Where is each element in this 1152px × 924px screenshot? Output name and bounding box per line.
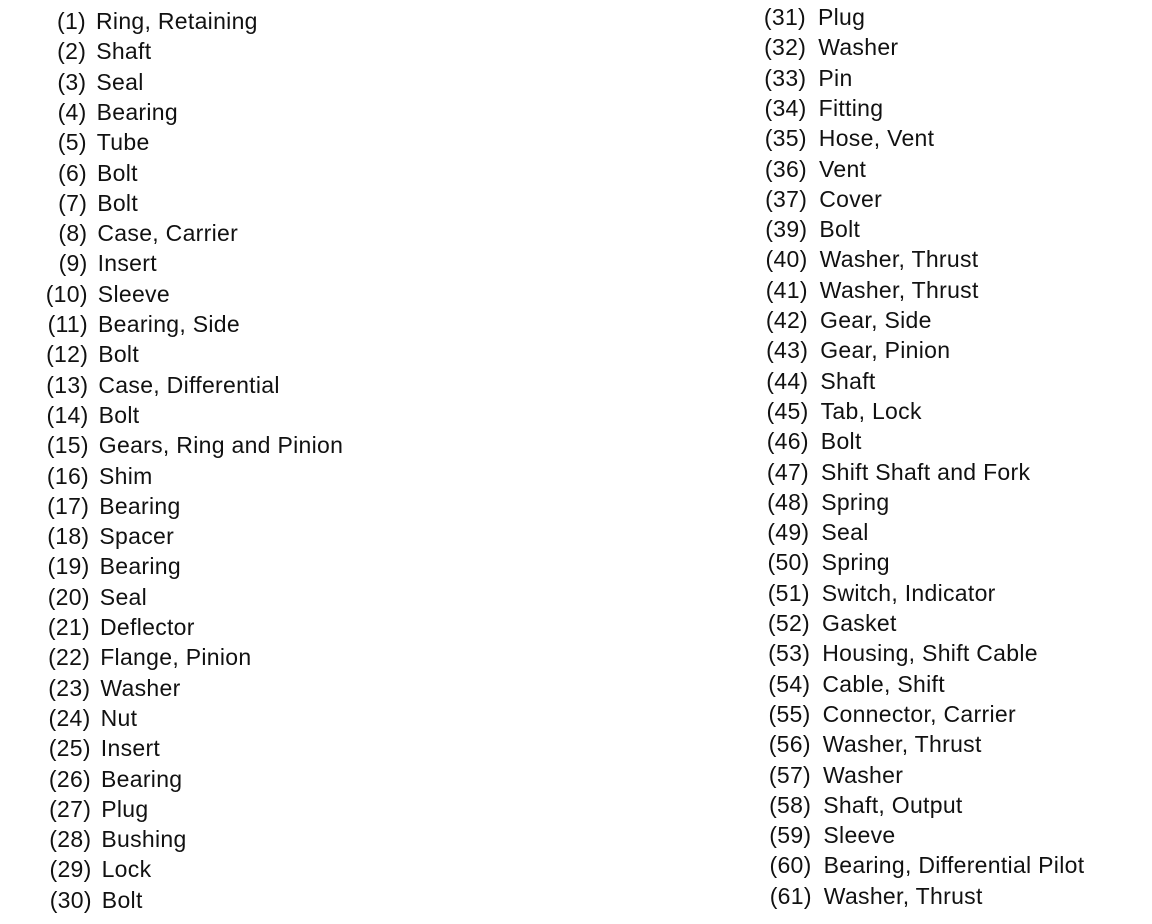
part-number: (46) xyxy=(766,428,809,455)
part-description: Sleeve xyxy=(97,280,170,307)
part-number: (51) xyxy=(767,579,810,606)
part-number: (54) xyxy=(768,670,811,697)
part-number: (25) xyxy=(48,735,91,762)
part-description: Shaft xyxy=(820,367,876,394)
part-description: Bolt xyxy=(820,428,862,455)
part-number: (7) xyxy=(58,189,88,216)
part-number: (33) xyxy=(764,64,807,91)
part-description: Washer, Thrust xyxy=(819,276,979,303)
part-description: Lock xyxy=(101,856,152,883)
part-description: Deflector xyxy=(100,614,195,640)
part-number: (40) xyxy=(765,246,808,273)
part-description: Bearing xyxy=(96,98,178,125)
part-description: Spring xyxy=(821,549,890,576)
part-description: Washer xyxy=(100,674,181,701)
part-description: Bolt xyxy=(98,341,140,368)
part-description: Shaft xyxy=(96,38,152,65)
part-description: Insert xyxy=(100,735,161,762)
part-description: Bolt xyxy=(97,189,139,216)
part-description: Bearing, Side xyxy=(98,311,240,337)
part-description: Pin xyxy=(818,64,853,91)
part-description: Fitting xyxy=(818,94,884,121)
part-number: (29) xyxy=(49,856,92,883)
part-description: Cover xyxy=(819,185,883,212)
part-number: (3) xyxy=(57,68,87,95)
part-description: Cable, Shift xyxy=(822,670,945,697)
part-description: Insert xyxy=(97,250,157,277)
part-description: Washer, Thrust xyxy=(823,882,983,909)
part-description: Washer, Thrust xyxy=(822,731,982,758)
part-description: Tube xyxy=(96,129,150,156)
part-description: Flange, Pinion xyxy=(100,644,252,671)
part-description: Bolt xyxy=(97,159,138,186)
part-number: (14) xyxy=(46,401,89,428)
part-description: Vent xyxy=(819,155,867,182)
part-number: (34) xyxy=(764,94,807,121)
part-description: Gear, Pinion xyxy=(820,337,951,364)
part-number: (27) xyxy=(49,795,92,822)
part-description: Switch, Indicator xyxy=(821,579,996,606)
part-description: Gears, Ring and Pinion xyxy=(98,432,344,459)
part-number: (15) xyxy=(46,432,89,459)
part-description: Bearing xyxy=(101,765,183,792)
part-number: (36) xyxy=(764,155,807,182)
part-number: (20) xyxy=(47,583,90,610)
part-description: Bushing xyxy=(101,826,187,853)
part-number: (39) xyxy=(765,216,808,243)
part-description: Case, Carrier xyxy=(97,220,239,247)
part-number: (13) xyxy=(46,371,89,398)
part-number: (52) xyxy=(767,610,810,636)
part-description: Shaft, Output xyxy=(823,791,963,818)
part-description: Washer, Thrust xyxy=(819,246,979,273)
part-number: (50) xyxy=(767,549,810,576)
part-description: Connector, Carrier xyxy=(822,700,1016,727)
part-description: Ring, Retaining xyxy=(96,8,258,34)
part-number: (21) xyxy=(47,614,90,640)
part-description: Shim xyxy=(99,462,153,489)
part-description: Washer xyxy=(818,34,899,61)
part-number: (16) xyxy=(46,462,89,489)
part-number: (28) xyxy=(49,826,92,853)
part-number: (58) xyxy=(769,791,812,818)
part-number: (9) xyxy=(58,250,88,277)
part-number: (35) xyxy=(764,125,807,152)
part-number: (6) xyxy=(57,159,87,186)
part-description: Bolt xyxy=(819,216,861,243)
part-number: (42) xyxy=(765,307,808,333)
part-description: Nut xyxy=(100,704,138,731)
part-number: (55) xyxy=(768,700,811,727)
part-number: (24) xyxy=(48,704,91,731)
part-number: (53) xyxy=(768,640,811,667)
part-description: Tab, Lock xyxy=(820,397,922,424)
part-description: Hose, Vent xyxy=(818,125,935,152)
part-description: Housing, Shift Cable xyxy=(822,640,1038,667)
part-number: (59) xyxy=(769,822,812,849)
part-description: Bearing xyxy=(99,492,181,519)
part-number: (19) xyxy=(47,553,90,580)
part-number: (47) xyxy=(766,458,809,485)
part-number: (18) xyxy=(47,523,90,550)
part-description: Washer xyxy=(823,761,904,788)
part-number: (30) xyxy=(49,886,92,913)
part-number: (5) xyxy=(57,129,87,156)
part-description: Bolt xyxy=(98,401,140,428)
part-description: Bearing xyxy=(99,553,181,580)
part-description: Gear, Side xyxy=(820,307,932,333)
part-number: (48) xyxy=(767,488,810,515)
part-number: (45) xyxy=(766,397,809,424)
part-description: Plug xyxy=(818,4,866,30)
part-description: Bolt xyxy=(101,886,143,913)
part-description: Seal xyxy=(821,519,869,546)
part-number: (41) xyxy=(765,276,808,303)
part-description: Shift Shaft and Fork xyxy=(821,458,1031,485)
part-number: (8) xyxy=(58,220,88,247)
part-number: (60) xyxy=(769,852,812,879)
part-description: Sleeve xyxy=(823,822,896,849)
part-description: Case, Differential xyxy=(98,371,280,398)
part-number: (61) xyxy=(769,882,812,909)
part-description: Seal xyxy=(99,583,148,610)
part-number: (10) xyxy=(45,280,88,307)
part-description: Spring xyxy=(821,488,890,515)
part-description: Gasket xyxy=(822,610,897,636)
part-number: (22) xyxy=(48,644,91,671)
part-number: (44) xyxy=(766,367,809,394)
part-number: (57) xyxy=(768,761,811,788)
part-number: (43) xyxy=(766,337,809,364)
part-number: (56) xyxy=(768,731,811,758)
part-number: (31) xyxy=(763,4,806,30)
part-number: (4) xyxy=(57,98,87,125)
part-number: (11) xyxy=(47,311,88,337)
part-number: (2) xyxy=(57,38,87,65)
part-description: Bearing, Differential Pilot xyxy=(823,852,1085,879)
part-number: (12) xyxy=(46,341,89,368)
part-number: (26) xyxy=(48,765,91,792)
part-number: (37) xyxy=(765,185,808,212)
part-number: (23) xyxy=(48,674,91,701)
part-number: (17) xyxy=(47,492,90,519)
part-number: (49) xyxy=(767,519,810,546)
part-number: (1) xyxy=(56,8,86,34)
part-description: Seal xyxy=(96,68,144,95)
part-description: Plug xyxy=(101,795,149,822)
part-description: Spacer xyxy=(99,523,175,550)
part-number: (32) xyxy=(764,34,807,61)
